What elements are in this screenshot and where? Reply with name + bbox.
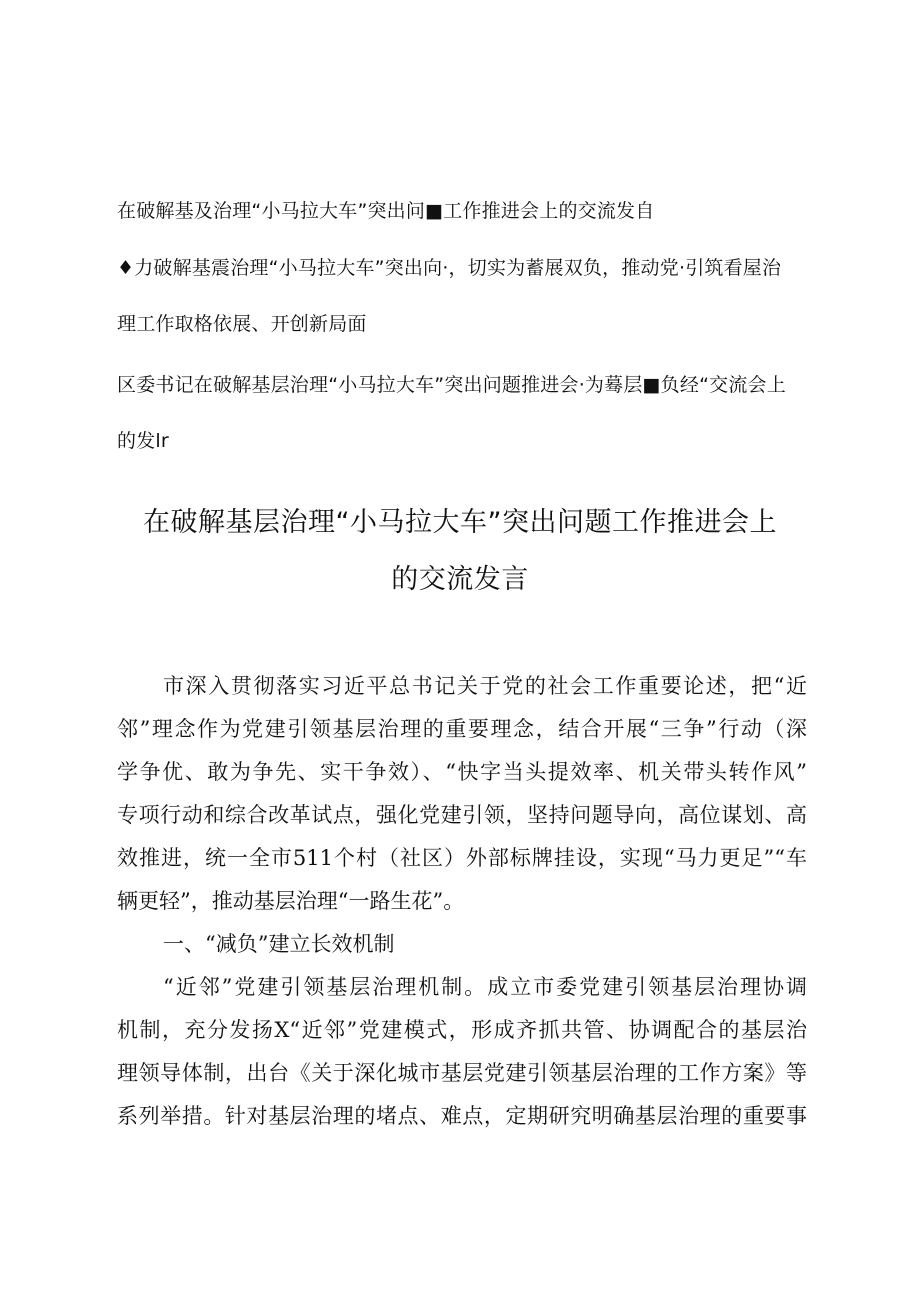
- page-title-line-2: 的交流发言: [391, 564, 529, 595]
- paragraph-2-line-4: 系列举措。针对基层治理的堵点、难点，定期研究明确基层治理的重要事: [117, 1104, 807, 1128]
- header-line-3: 理工作取格依展、开创新局面: [117, 313, 367, 335]
- paragraph-1-line-2: 邻”理念作为党建引领基层治理的重要理念，结合开展“三争”行动（深: [117, 717, 807, 741]
- paragraph-1-line-3: 学争优、敢为争先、实干争效）、“快字当头提效率、机关带头转作风”: [117, 760, 807, 784]
- paragraph-1-line-6: 辆更轻”，推动基层治理“一路生花”。: [117, 889, 465, 913]
- header-line-2: ♦力破解基震治理“小马拉大车”突出向·，切实为蓄展双负，推动党·引筑看屋治: [117, 257, 782, 279]
- header-line-4: 区委书记在破解基层治理“小马拉大车”突出问题推进会·为蓦层■负经“交流会上: [117, 374, 786, 396]
- paragraph-2-line-3: 理领导体制，出台《关于深化城市基层党建引领基层治理的工作方案》等: [117, 1061, 807, 1085]
- paragraph-1-line-5: 效推进，统一全市511个村（社区）外部标牌挂设，实现“马力更足”“车: [117, 846, 807, 870]
- paragraph-2-line-2: 机制，充分发扬X“近邻”党建模式，形成齐抓共管、协调配合的基层治: [117, 1018, 807, 1042]
- paragraph-1-line-4: 专项行动和综合改革试点，强化党建引领，坚持问题导向，高位谋划、高: [117, 803, 807, 827]
- section-heading-1: 一、“减负”建立长效机制: [163, 932, 395, 956]
- paragraph-1-line-1: 市深入贯彻落实习近平总书记关于党的社会工作重要论述，把“近: [163, 674, 807, 698]
- header-line-5: 的发lr: [117, 430, 169, 452]
- page-title-line-1: 在破解基层治理“小马拉大车”突出问题工作推进会上: [143, 507, 777, 538]
- paragraph-2-line-1: “近邻”党建引领基层治理机制。成立市委党建引领基层治理协调: [163, 975, 807, 999]
- header-line-1: 在破解基及治理“小马拉大车”突出问■工作推进会上的交流发自: [117, 200, 655, 222]
